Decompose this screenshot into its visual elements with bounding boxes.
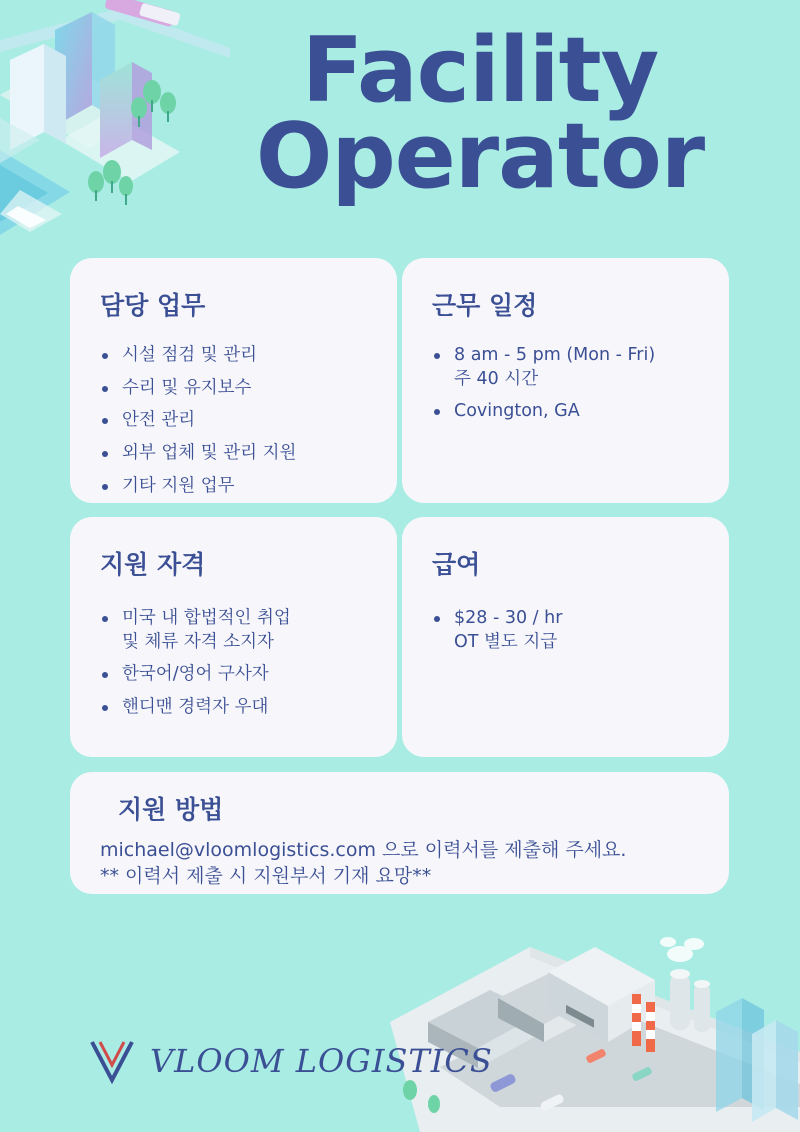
list-item [100,663,367,687]
card-schedule [402,258,729,503]
vloom-v-mark-icon [88,1038,136,1084]
list-item: 외부 업체 및 관리 지원 [100,442,367,466]
list-item [100,607,367,654]
apply-email-line: michael@vloomlogistics.com 으로 이력서를 제출해 주세요. [100,839,627,861]
title-line-1: Facility [301,18,659,123]
list-item-main: Covington, GA [454,401,580,422]
card-schedule-title: 근무 일정 [432,291,538,320]
card-apply [70,772,729,894]
list-item [432,344,699,391]
list-item: 기타 지원 업무 [100,475,367,499]
list-item-main: 미국 내 합법적인 취업 [122,608,291,628]
brand-logo [88,1038,493,1084]
list-item-main: 한국어/영어 구사자 [122,664,269,685]
card-duties-title: 담당 업무 [100,291,206,320]
apply-note-line: ** 이력서 제출 시 지원부서 기재 요망** [100,864,432,887]
list-item [432,400,699,424]
duties-list [100,344,367,498]
list-item-sub: 및 체류 자격 소지자 [122,631,274,652]
list-item-main: $28 - 30 / hr [454,608,563,628]
list-item: 시설 점검 및 관리 [100,344,367,368]
card-pay [402,517,729,757]
card-pay-title: 급여 [432,550,481,579]
city-illustration-bottom-right [380,902,800,1132]
pay-list [432,607,699,654]
qualifications-list [100,607,367,720]
list-item [100,696,367,720]
list-item: 수리 및 유지보수 [100,377,367,401]
card-qualifications-title: 지원 자격 [100,550,206,579]
brand-name: VLOOM LOGISTICS [150,1042,493,1080]
list-item-sub: 주 40 시간 [454,368,539,389]
list-item [432,607,699,654]
list-item-sub: OT 별도 지급 [454,631,558,652]
list-item-main: 핸디맨 경력자 우대 [122,696,269,717]
page-title [190,18,770,209]
list-item: 안전 관리 [100,409,367,433]
list-item-main: 8 am - 5 pm (Mon - Fri) [454,345,656,365]
card-apply-title: 지원 방법 [118,795,224,824]
schedule-list [432,344,699,424]
title-line-2: Operator [255,103,705,209]
card-duties [70,258,397,503]
card-qualifications [70,517,397,757]
